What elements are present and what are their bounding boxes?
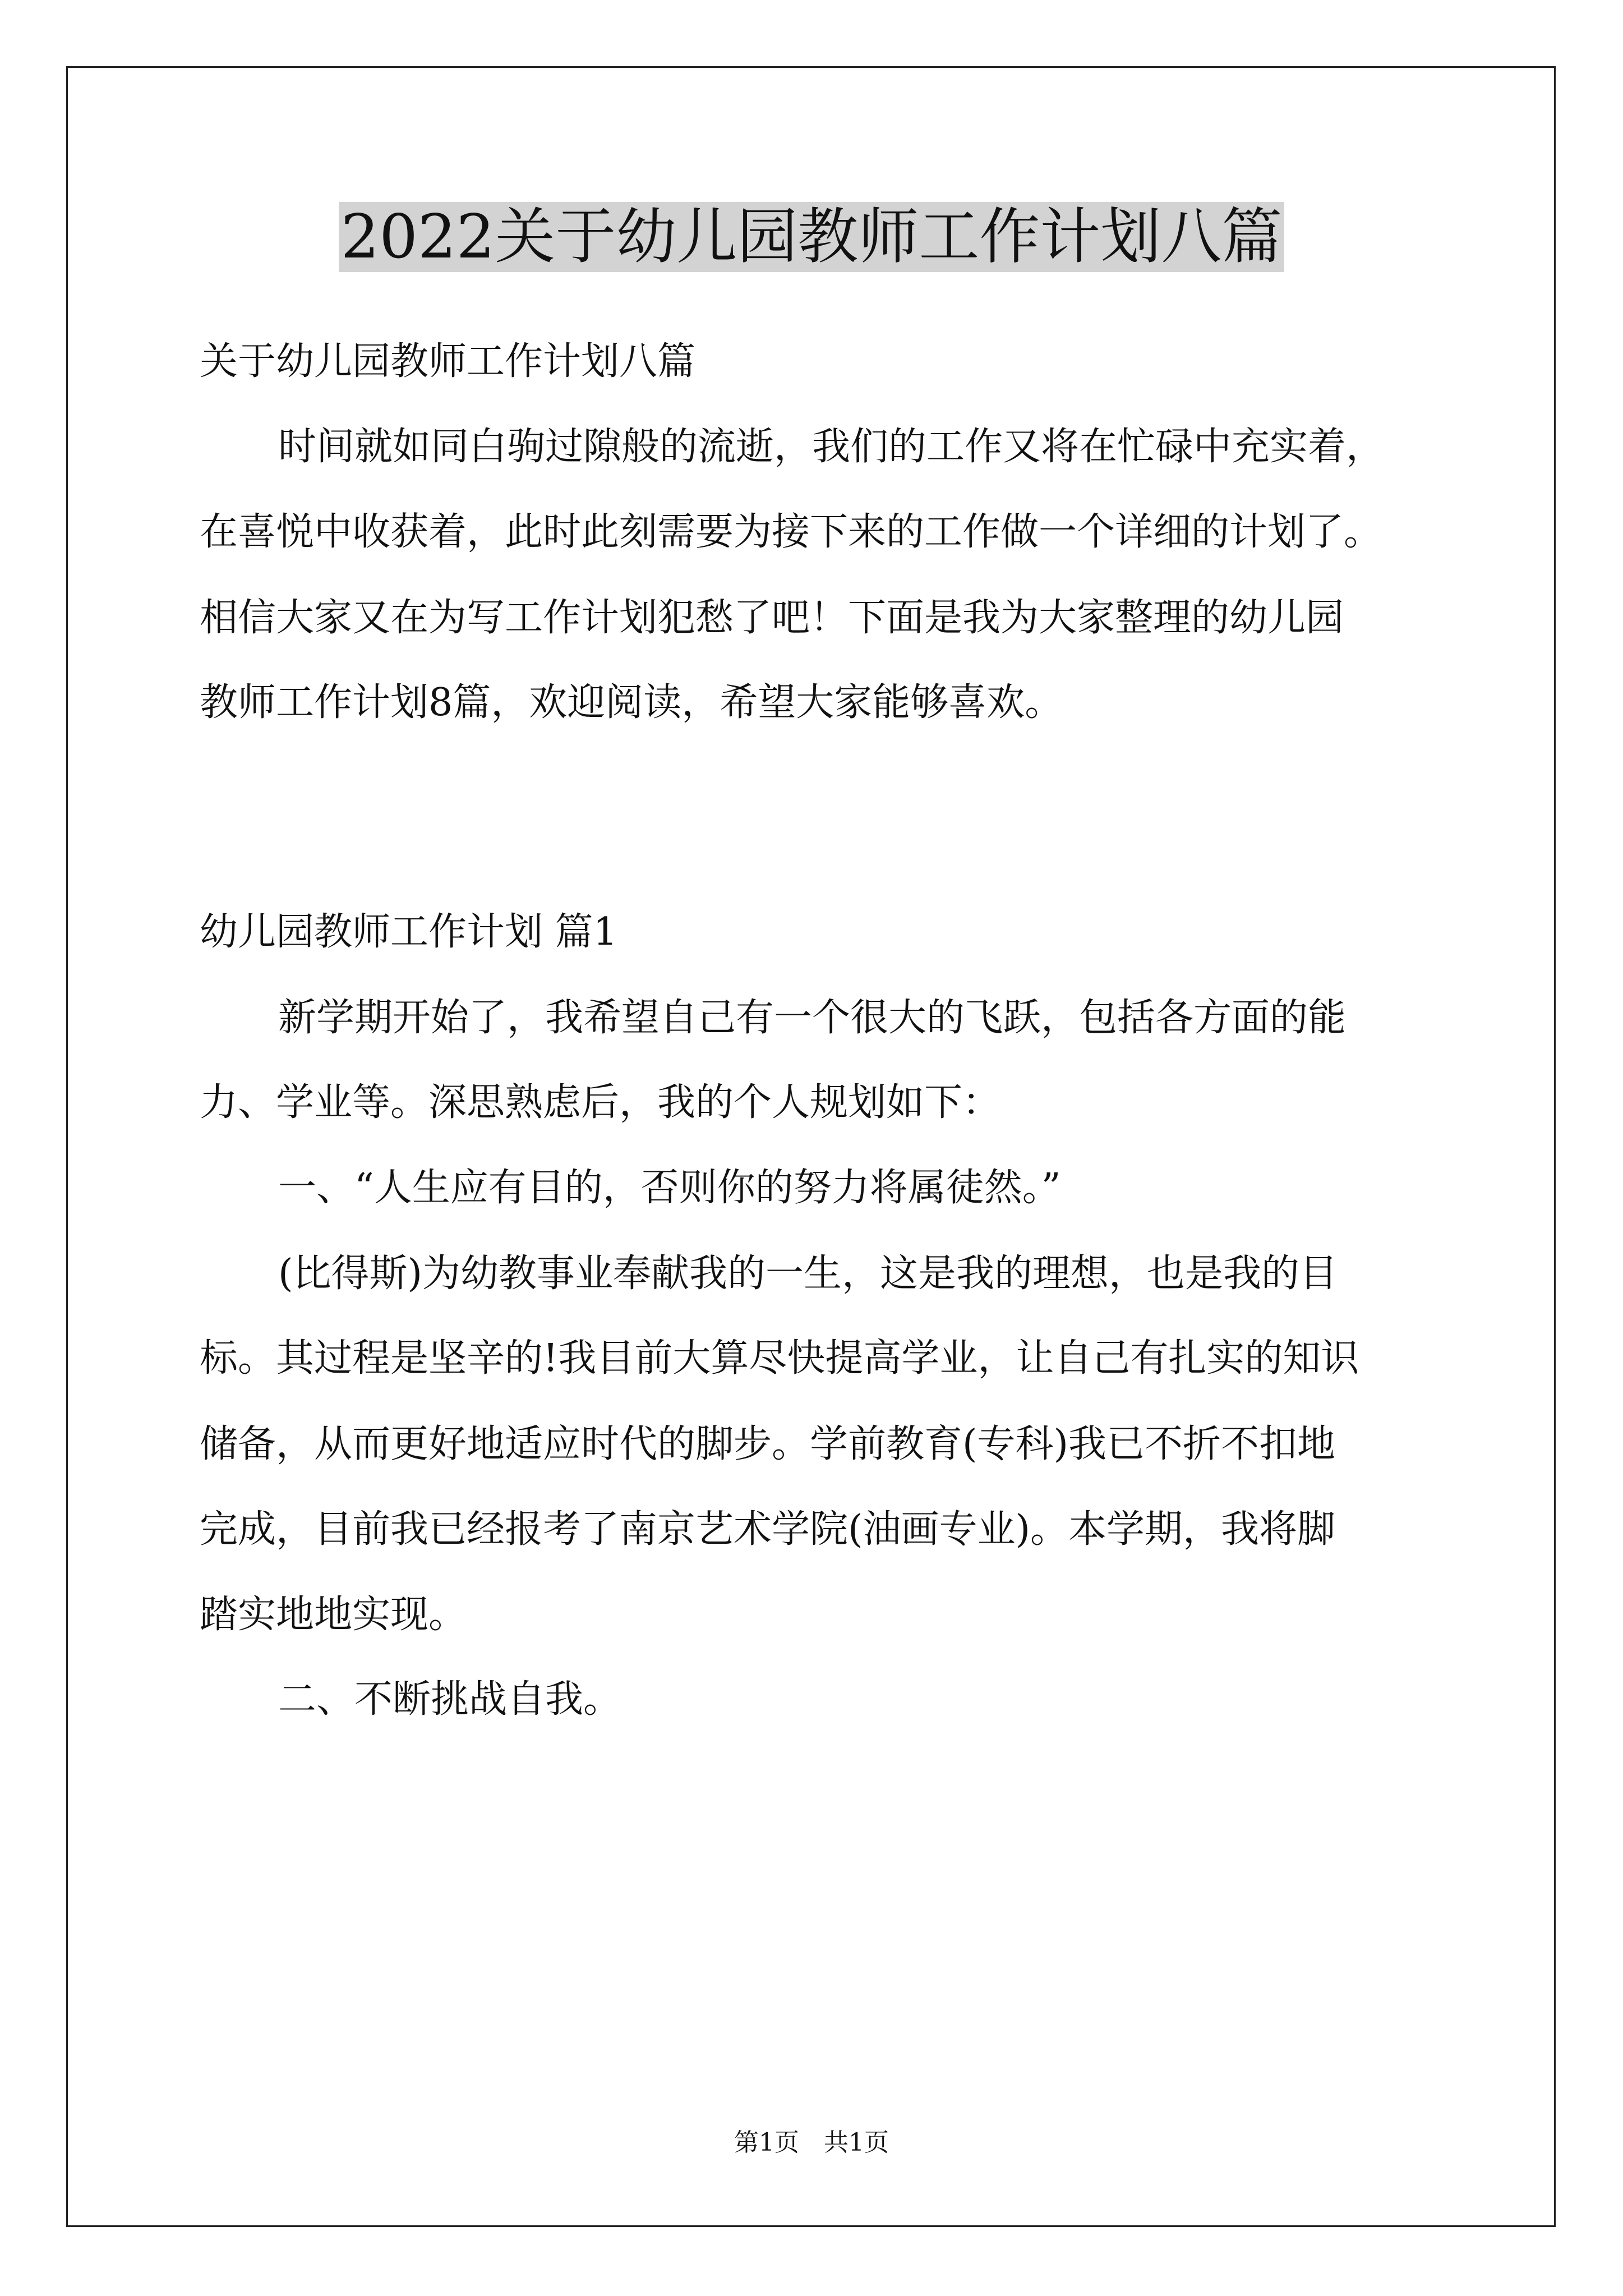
intro-line-3: 相信大家又在为写工作计划犯愁了吧！下面是我为大家整理的幼儿园: [200, 596, 1344, 640]
body-line-2: 力、学业等。深思熟虑后，我的个人规划如下：: [200, 1080, 1001, 1125]
body-line-3: 一、“人生应有目的，否则你的努力将属徒然。”: [278, 1166, 1061, 1210]
intro-line-1: 时间就如同白驹过隙般的流逝，我们的工作又将在忙碌中充实着，: [278, 425, 1385, 469]
body-line-9: 二、不断挑战自我。: [278, 1677, 622, 1722]
body-line-8: 踏实地地实现。: [200, 1593, 467, 1637]
subtitle-line: 关于幼儿园教师工作计划八篇: [200, 339, 696, 384]
document-title: [0, 195, 1623, 279]
intro-line-2: 在喜悦中收获着，此时此刻需要为接下来的工作做一个详细的计划了。: [200, 510, 1382, 554]
section-heading: 幼儿园教师工作计划 篇1: [200, 910, 617, 954]
body-line-7: 完成，目前我已经报考了南京艺术学院(油画专业)。本学期，我将脚: [200, 1507, 1336, 1552]
body-line-4: (比得斯)为幼教事业奉献我的一生，这是我的理想，也是我的目: [278, 1251, 1338, 1296]
intro-line-4: 教师工作计划8篇，欢迎阅读，希望大家能够喜欢。: [200, 680, 1063, 725]
body-line-1: 新学期开始了，我希望自己有一个很大的飞跃，包括各方面的能: [278, 996, 1347, 1040]
body-line-5: 标。其过程是坚辛的!我目前大算尽快提高学业，让自己有扎实的知识: [200, 1336, 1359, 1381]
page-border: [66, 66, 1556, 2227]
body-line-6: 储备，从而更好地适应时代的脚步。学前教育(专科)我已不折不扣地: [200, 1422, 1336, 1466]
document-title-text: 2022关于幼儿园教师工作计划八篇: [339, 202, 1285, 272]
page-footer: 第1页 共1页: [734, 2128, 889, 2157]
